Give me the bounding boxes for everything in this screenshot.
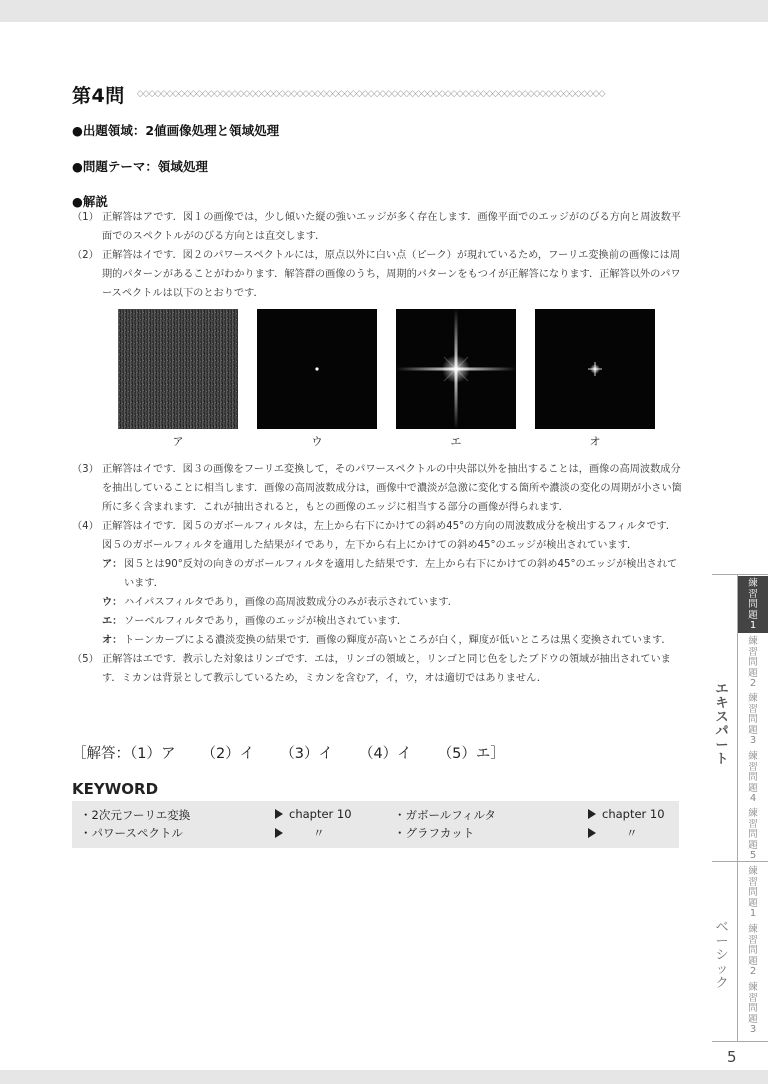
sub-item-a <box>72 555 684 593</box>
arrow-icon <box>275 809 283 819</box>
title-decoration: ◇◇◇◇◇◇◇◇◇◇◇◇◇◇◇◇◇◇◇◇◇◇◇◇◇◇◇◇◇◇◇◇◇◇◇◇◇◇◇◇◇◇◇◇◇◇◇◇◇◇◇◇◇◇◇◇◇◇◇◇◇◇◇◇◇◇◇◇◇◇◇◇◇◇◇◇◇◇◇ <box>136 89 605 99</box>
tab-number: 2 <box>749 966 757 977</box>
paragraph-number: （3） <box>72 464 99 475</box>
tab-expert-5[interactable] <box>738 806 768 863</box>
paragraph-text: 正解答はイです．図２のパワースペクトルには，原点以外に白い点（ピーク）が現れているため，フーリエ変換前の画像には周期的パターンがあることがわかります．解答群の画像のうち，周期的パターンをもつイが正解答になります．正解答以外のパワースペクトルは以下のとおりです． <box>102 250 681 299</box>
sub-item-label: ウ： <box>102 597 123 608</box>
star-spectrum-graphic <box>535 309 655 429</box>
image-label-o: オ <box>589 435 601 448</box>
sub-item-text: 図５とは90°反対の向きのガボールフィルタを適用した結果です．左上から右下にかけての斜め45°のエッジが検出されています． <box>124 559 678 589</box>
image-label-u: ウ <box>311 435 323 448</box>
keyword-term: ・ガボールフィルタ <box>394 808 496 822</box>
section-label-expert <box>713 683 731 767</box>
paragraph-number: （5） <box>72 654 99 665</box>
keyword-term: ・2次元フーリエ変換 <box>80 808 191 822</box>
bottom-margin-bar <box>0 1070 768 1084</box>
top-margin-bar <box>0 0 768 22</box>
paragraph-3 <box>72 460 684 517</box>
tab-number: 4 <box>749 793 757 804</box>
arrow-icon <box>275 828 283 838</box>
paragraph-1 <box>72 208 684 246</box>
keyword-ref <box>588 825 638 841</box>
star-spectrum <box>535 309 655 429</box>
paragraph-text: 正解答はイです．図３の画像をフーリエ変換して，そのパワースペクトルの中央部以外を抽出することは，画像の高周波数成分を抽出していることに相当します．画像の高周波数成分は，画像中で濃淡が急激に変化する箇所や濃淡の変化の周期が小さい箇所に多く含まれます．これが抽出されると，もとの画像のエッジに相当する部分の画像が得られます． <box>102 464 682 513</box>
paragraph-text: 正解答はイです．図５のガボールフィルタは，左上から右下にかけての斜め45°の方向の周波数成分を検出するフィルタです．図５のガボールフィルタを適用した結果がイであり，左下から右上にかけての斜め45°のエッジが検出されています． <box>102 521 677 551</box>
explanation-block-2 <box>72 460 684 688</box>
explanation-heading: ●解説 <box>72 194 108 209</box>
paragraph-4 <box>72 517 684 555</box>
paragraph-5 <box>72 650 684 688</box>
question-header <box>72 80 680 108</box>
answer-5: （5）エ］ <box>437 746 505 762</box>
sub-item-u <box>72 593 684 612</box>
tab-label: 練習問題 <box>748 751 758 794</box>
answer-2: （2）イ <box>201 746 255 762</box>
keyword-ref-text: 〃 <box>626 826 638 840</box>
tab-expert-4[interactable] <box>738 749 768 806</box>
tab-label: 練習問題 <box>748 578 758 621</box>
sidebar-bottom-rule <box>712 1041 768 1042</box>
tab-label: 練習問題 <box>748 982 758 1025</box>
answer-4: （4）イ <box>358 746 412 762</box>
section-label-text: ベーシック <box>715 920 729 991</box>
tab-basic-2[interactable] <box>738 922 768 979</box>
paragraph-number: （1） <box>72 212 99 223</box>
section-label-basic <box>713 921 731 991</box>
sub-item-o <box>72 631 684 650</box>
sub-item-e <box>72 612 684 631</box>
keyword-ref <box>588 807 665 821</box>
tab-expert-1[interactable] <box>738 576 768 633</box>
tab-number: 3 <box>749 1024 757 1035</box>
tab-label: 練習問題 <box>748 924 758 967</box>
field-heading: ●出題領域：2値画像処理と領域処理 <box>72 123 280 138</box>
cross-spectrum <box>396 309 516 429</box>
theme-heading: ●問題テーマ：領域処理 <box>72 159 208 174</box>
center-dot-graphic <box>257 309 377 429</box>
keyword-term: ・パワースペクトル <box>80 826 183 840</box>
tab-label: 練習問題 <box>748 636 758 679</box>
tab-basic-1[interactable] <box>738 864 768 921</box>
sub-item-text: トーンカーブによる濃淡変換の結果です．画像の輝度が高いところが白く，輝度が低いところは黒く変換されています． <box>124 635 672 646</box>
tab-number: 3 <box>749 735 757 746</box>
noise-texture-image <box>118 309 238 429</box>
sub-item-label: エ： <box>102 616 123 627</box>
image-label-a: ア <box>172 435 184 448</box>
explanation-block-1 <box>72 208 684 303</box>
paragraph-text: 正解答はアです．図１の画像では，少し傾いた縦の強いエッジが多く存在します．画像平面でのエッジがのびる方向と周波数平面でのスペクトルがのびる方向とは直交します． <box>102 212 681 242</box>
sub-item-text: ハイパスフィルタであり，画像の高周波数成分のみが表示されています． <box>124 597 458 608</box>
paragraph-number: （2） <box>72 250 99 261</box>
tab-label: 練習問題 <box>748 693 758 736</box>
cross-spectrum-graphic <box>396 309 516 429</box>
spectrum-images <box>118 309 658 459</box>
section-label-text: エキスパート <box>715 682 729 767</box>
sidebar-top-rule <box>712 574 768 575</box>
tab-number: 1 <box>749 620 757 631</box>
answer-3: （3）イ <box>280 746 333 762</box>
tab-number: 5 <box>749 850 757 861</box>
center-dot-spectrum <box>257 309 377 429</box>
noise-texture-graphic <box>118 309 238 429</box>
tab-number: 2 <box>749 678 757 689</box>
keyword-term: ・グラフカット <box>394 826 475 840</box>
tab-label: 練習問題 <box>748 866 758 909</box>
paragraph-number: （4） <box>72 521 99 532</box>
page-number: 5 <box>727 1048 737 1066</box>
tab-label: 練習問題 <box>748 808 758 851</box>
answer-label: ［解答： <box>72 746 130 762</box>
arrow-icon <box>588 828 596 838</box>
keyword-box <box>72 801 679 848</box>
paragraph-2 <box>72 246 684 303</box>
keyword-ref-text: 〃 <box>313 826 325 840</box>
tab-number: 1 <box>749 908 757 919</box>
keyword-ref-text: chapter 10 <box>289 807 352 821</box>
tab-expert-3[interactable] <box>738 691 768 748</box>
image-label-e: エ <box>450 435 462 448</box>
keyword-title: KEYWORD <box>72 780 159 798</box>
arrow-icon <box>588 809 596 819</box>
answer-1: （1）ア <box>130 746 176 762</box>
keyword-ref <box>275 807 352 821</box>
keyword-ref-text: chapter 10 <box>602 807 665 821</box>
page-title: 第4問 <box>72 84 125 107</box>
answer-line <box>72 742 531 763</box>
sub-item-label: ア： <box>102 559 123 570</box>
sub-item-text: ソーベルフィルタであり，画像のエッジが検出されています． <box>124 616 408 627</box>
tab-expert-2[interactable] <box>738 634 768 691</box>
paragraph-text: 正解答はエです．教示した対象はリンゴです．エは，リンゴの領域と，リンゴと同じ色をしたブドウの領域が抽出されています．ミカンは背景として教示しているため，ミカンを含むア，イ，ウ，オは適切ではありません． <box>102 654 671 684</box>
sub-item-label: オ： <box>102 635 123 646</box>
tab-basic-3[interactable] <box>738 980 768 1037</box>
keyword-ref <box>275 825 325 841</box>
